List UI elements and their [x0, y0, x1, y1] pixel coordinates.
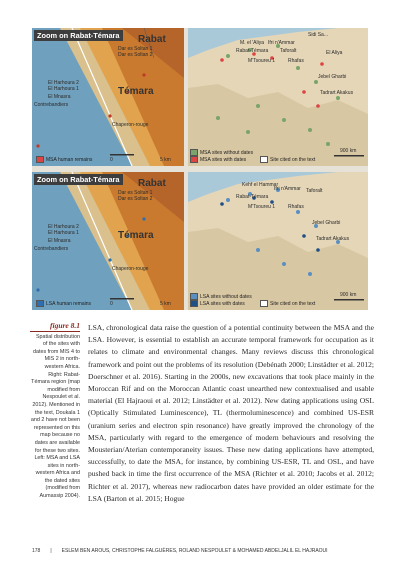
world-site-label: Tadrart Akakus: [320, 90, 354, 96]
region-rabat: Rabat: [138, 178, 166, 189]
legend-label: MSA sites with dates: [200, 156, 247, 163]
map-row-msa: [32, 28, 368, 166]
region-temara: Témara: [118, 86, 154, 97]
world-site-label: Rhafas: [288, 58, 304, 64]
zoom-title: Zoom on Rabat-Témara: [34, 30, 123, 41]
outline-square-icon: [260, 300, 268, 307]
paragraph: LSA, chronological data raise the question of a potential continuity between the MSA and the LSA. However, is essential to establish an accurate temporal framework for occupation as it relates to climate and environmental changes. Many reviews discuss this chronological framework and point out the problems of its resolution (Debénath 2000; Linstädter et al. 2012; Doerschner et al. 2016). Starting in the 2000s, new excavations that took place mainly in the Moroccan Rif and on the Moroccan Atlantic coast unearthed new contextualised and usable material (El Hajraoui et al. 2012; Linstädter et al. 2012). New dating applications using OSL (Optically Stimulated Luminescence), TL (thermoluminescence) and combined US-ESR (uranium series and electron spin resonance) have greatly improved the chronology of the MSA, particularly with regard to the emergence of modern behaviours and resolving the Mousterian/Aterian contemporaneity issues. These new dating applications have attempted, successfully, to date the MSA, for instance, by combining US-ESR, TL and OSL, and have pushed back in time the first occurrence of the MSA (Richter et al. 2010; Jacobs et al. 2012; Richter et al. 2017), whereas new radiocarbon dates have provided an older estimate for the LSA (Barton et al. 2015; Hogue: [88, 323, 374, 503]
site-label: El Harhoura 1: [48, 86, 79, 92]
legend-label: LSA sites without dates: [200, 293, 252, 300]
scale-km: 5 km: [160, 157, 171, 163]
remains-label: LSA human remains: [46, 300, 92, 307]
legend-label: MSA sites without dates: [200, 149, 254, 156]
legend-with-dates: [190, 156, 246, 163]
site-label: Dar es Soltan 2: [118, 196, 153, 202]
world-site-label: Ifri n'Ammar: [268, 40, 295, 46]
zoom-map: [32, 28, 184, 166]
world-site-label: Rhafas: [288, 204, 304, 210]
legend-label: Site cited on the text: [270, 156, 316, 163]
green-square-icon: [190, 149, 198, 156]
remains-label: MSA human remains: [46, 156, 93, 163]
site-label: El Mnasra: [48, 94, 71, 100]
legend-without-dates: [190, 149, 253, 156]
scale-zero: 0: [110, 157, 113, 163]
site-label: Chaperon-rouge: [112, 266, 149, 272]
outline-square-icon: [260, 156, 268, 163]
legend-without-dates: [190, 293, 252, 300]
figure-8-1: [32, 28, 368, 310]
site-label: Dar es Soltan 2: [118, 52, 153, 58]
region-rabat: Rabat: [138, 34, 166, 45]
legend-cited: [260, 156, 315, 163]
red-square-icon: [36, 156, 44, 163]
world-site-label: Kehf el Hammar: [242, 182, 279, 188]
site-label: El Mnasra: [48, 238, 71, 244]
site-label: Dar es Soltan 1: [118, 46, 153, 52]
world-site-label: Jebel Gharbi: [312, 220, 341, 226]
nw-africa-map: [188, 172, 368, 310]
world-site-label: Sidi Sa...: [308, 32, 329, 38]
legend-with-dates: [190, 300, 245, 307]
world-site-label: Rabat-Témara: [236, 194, 269, 200]
site-label: El Harhoura 1: [48, 230, 79, 236]
site-label: El Harhoura 2: [48, 80, 79, 86]
site-label: Contrebandiers: [34, 246, 69, 252]
world-site-label: M'Tsoureu 1: [248, 58, 276, 64]
site-label: Chaperon-rouge: [112, 122, 149, 128]
world-site-label: M'Tsoureu 1: [248, 204, 276, 210]
region-temara: Témara: [118, 230, 154, 241]
footer-authors: ESLEM BEN AROUS, CHRISTOPHE FALGUÈRES, ROLAND NESPOULET & MOHAMED ABDELJALIL EL HAJRAOUI: [61, 548, 328, 554]
footer-divider: |: [50, 548, 52, 554]
nw-africa-map: [188, 28, 368, 166]
world-site-label: Rabat-Témara: [236, 48, 269, 54]
dark-blue-square-icon: [190, 300, 198, 307]
world-site-label: Tadrart Akakus: [316, 236, 350, 242]
body-text: [88, 322, 374, 505]
world-site-label: Ifri n'Ammar: [274, 186, 301, 192]
remains-legend: [36, 156, 92, 163]
site-label: Dar es Soltan 1: [118, 190, 153, 196]
figure-caption: [30, 322, 80, 501]
legend-label: LSA sites with dates: [200, 300, 245, 307]
remains-legend: [36, 300, 91, 307]
world-scale: 900 km: [340, 292, 357, 298]
world-site-label: El Aliya: [326, 50, 343, 56]
world-site-label: M. el 'Aliya: [240, 40, 265, 46]
page-number: 178: [32, 548, 41, 554]
caption-text: Spatial distribution of the sites with dates from MIS 4 to MIS 2 in north-western Africa. Right: Rabat-Témara region (map modified from Nespoulet et al. 2012). Mentioned in the text, Doukala 1 and 2 have not been represented on this map because no dates are available for these two sites. Left: MSA and LSA sites in north-western Africa and the dated sites (modified from Aumassip 2004).: [30, 333, 80, 500]
red-square-icon: [190, 156, 198, 163]
world-scale: 900 km: [340, 148, 357, 154]
zoom-map: [32, 172, 184, 310]
nw-africa-map-graphic: [188, 28, 368, 166]
legend-cited: [260, 300, 315, 307]
map-row-lsa: [32, 172, 368, 310]
blue-square-icon: [190, 293, 198, 300]
zoom-title: Zoom on Rabat-Témara: [34, 174, 123, 185]
scale-zero: 0: [110, 301, 113, 307]
world-site-label: Taforalt: [306, 188, 323, 194]
world-site-label: Jebel Gharbi: [318, 74, 347, 80]
blue-square-icon: [36, 300, 44, 307]
site-label: Contrebandiers: [34, 102, 69, 108]
world-site-label: Taforalt: [280, 48, 297, 54]
caption-title: figure 8.1: [30, 322, 80, 332]
scale-km: 5 km: [160, 301, 171, 307]
page-footer: [32, 548, 372, 554]
site-label: El Harhoura 2: [48, 224, 79, 230]
legend-label: Site cited on the text: [270, 300, 316, 307]
